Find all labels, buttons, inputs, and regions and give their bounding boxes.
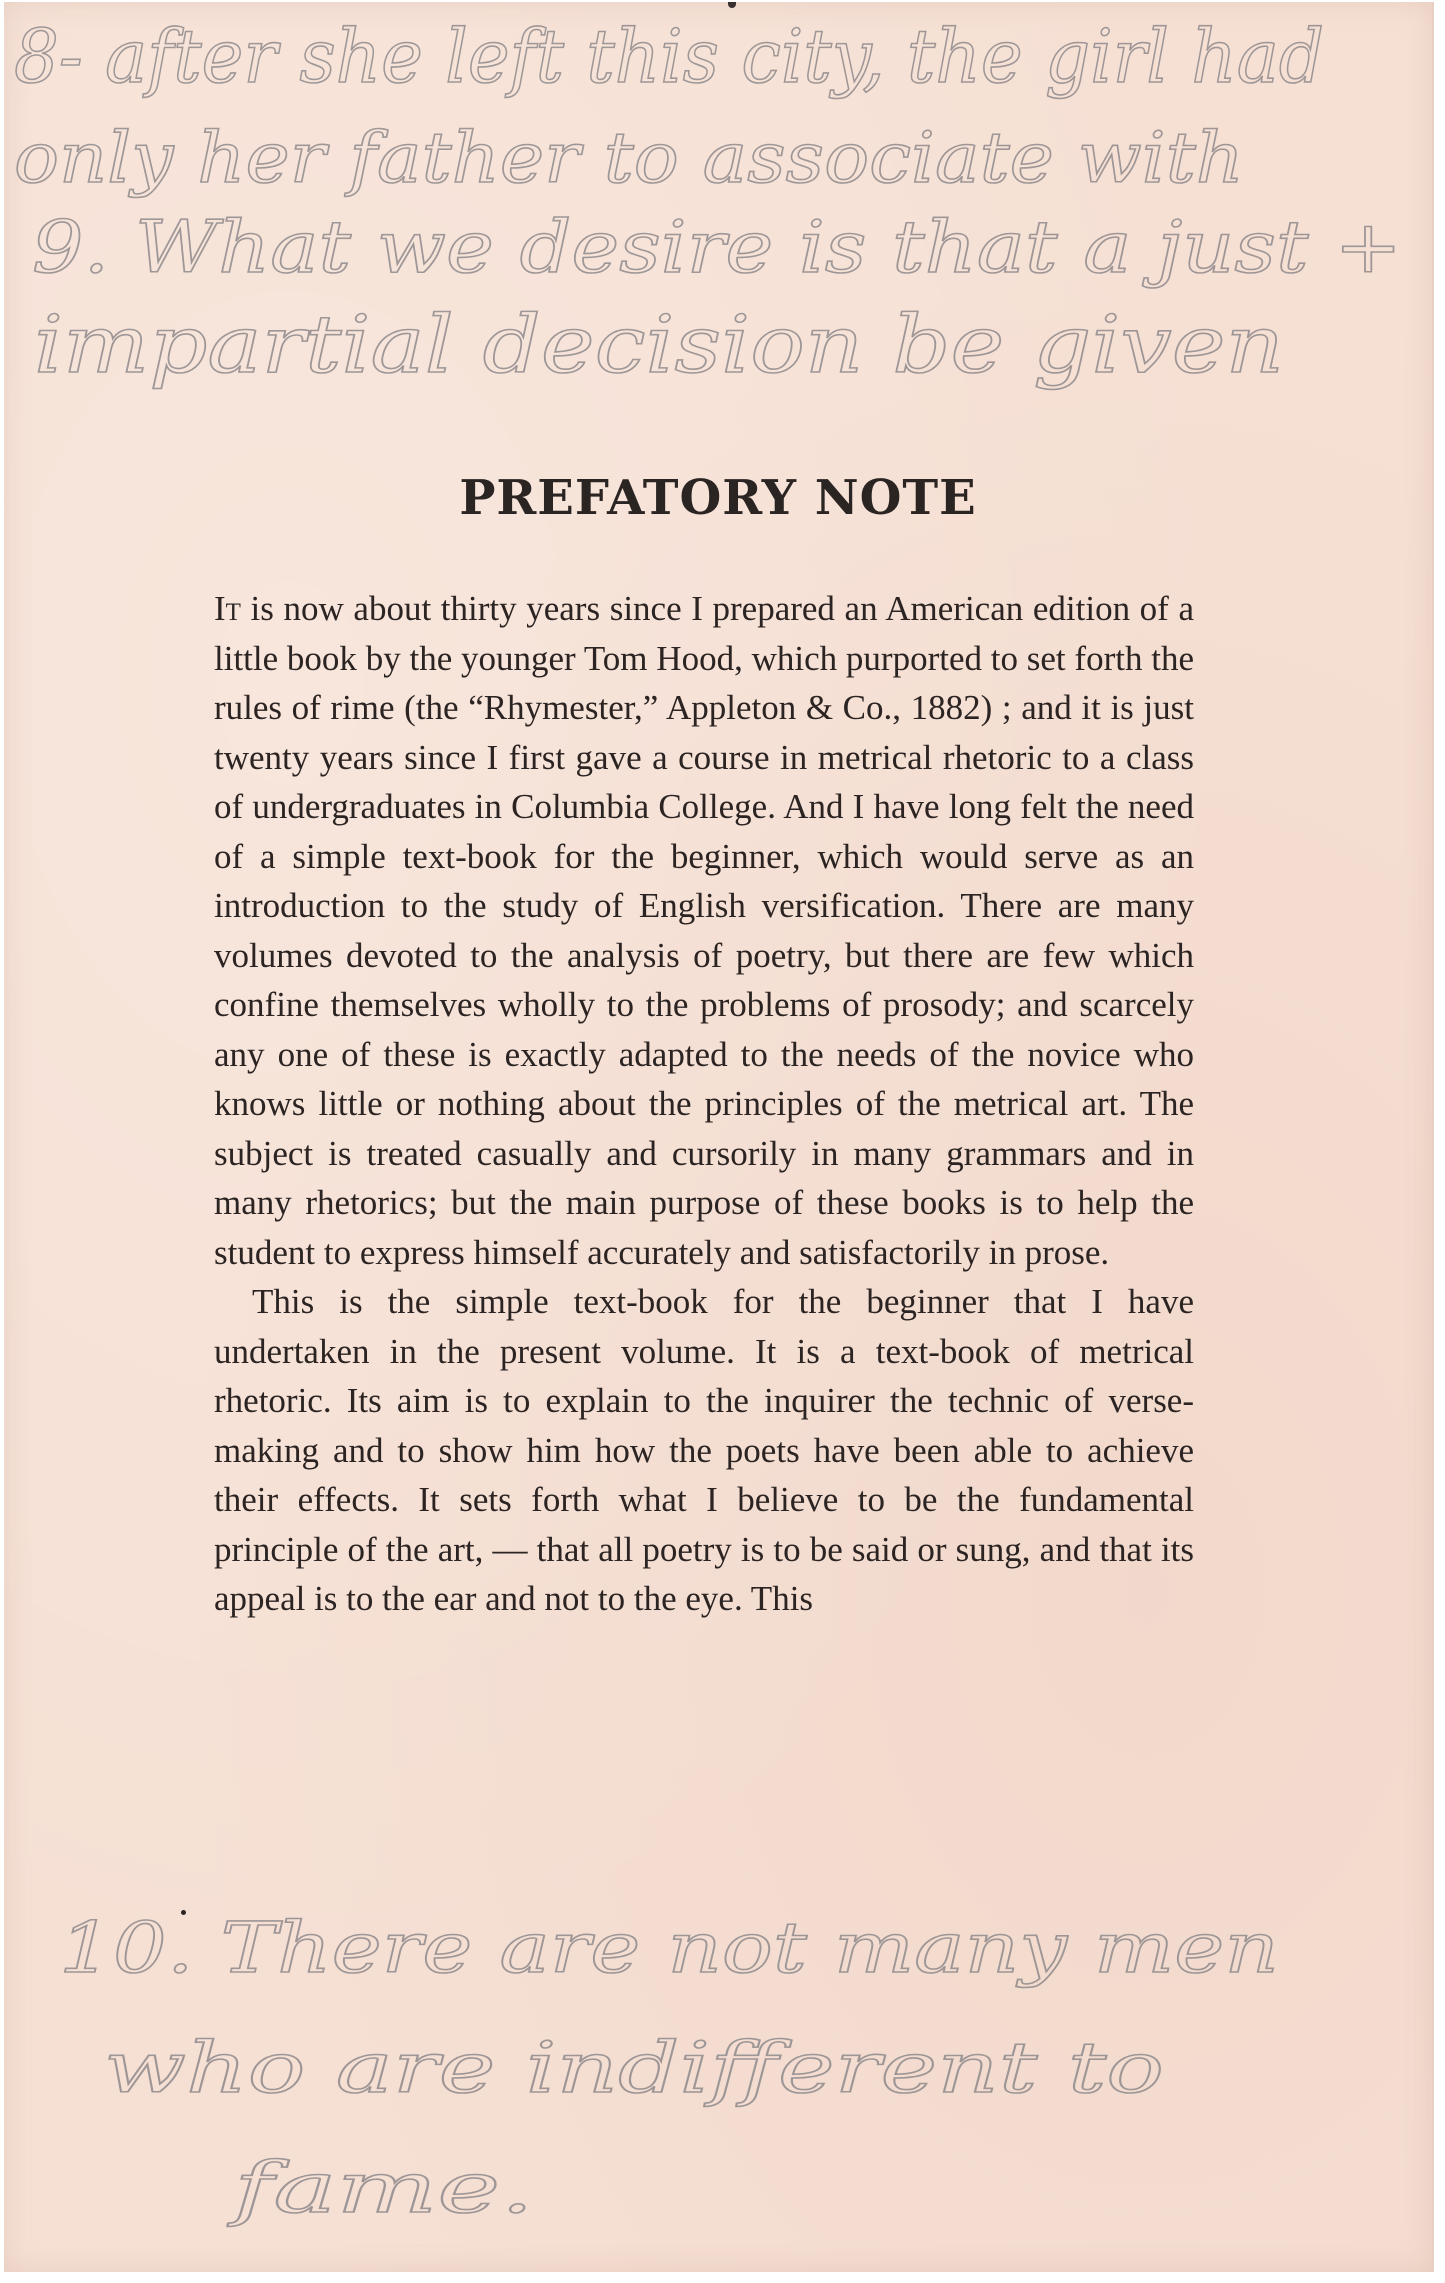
handwritten-line: fame.	[226, 2147, 534, 2229]
body-text	[214, 584, 1194, 1984]
page-title: PREFATORY NOTE	[459, 470, 977, 526]
paragraph-text: This is the simple text-book for the beginner that I have undertaken in the present volume. It is a text-book of metrical rhetoric. Its aim is to explain to the inquirer the technic of verse-making and to show him how the poets have been able to achieve their effects. It sets forth what I believe to be the fundamental principle of the art, — that all poetry is to be said or sung, and that its appeal is to the ear and not to the eye. This	[214, 1282, 1194, 1618]
paragraph-lead-word: It	[214, 589, 241, 628]
handwritten-line: impartial decision be given	[34, 298, 1284, 391]
handwritten-line: who are indifferent to	[104, 2027, 1164, 2109]
paragraph-text: is now about thirty years since I prepared an American edition of a little book by the younger Tom Hood, which purported to set forth the rules of rime (the “Rhymester,” Appleton & Co., 1882) ; and it is just twenty years since I first gave a course in metrical rhetoric to a class of undergraduates in Columbia College. And I have long felt the need of a simple text-book for the beginner, which would serve as an introduction to the study of English versification. There are many volumes devoted to the analysis of poetry, but there are few which confine themselves wholly to the problems of prosody; and scarcely any one of these is exactly adapted to the needs of the novice who knows little or nothing about the principles of the metrical art. The subject is treated casually and cursorily in many grammars and in many rhetorics; but the main purpose of these books is to help the student to express himself accurately and satisfactorily in prose.	[214, 589, 1194, 1272]
margin-dot	[181, 1910, 186, 1915]
handwritten-line: only her father to associate with	[14, 117, 1245, 199]
paragraph	[214, 1277, 1194, 1624]
book-page	[4, 2, 1434, 2272]
handwritten-line: 8- after she left this city, the girl had	[14, 14, 1324, 100]
paragraph	[214, 584, 1194, 1277]
handwritten-line: 9. What we desire is that a just +	[32, 205, 1402, 289]
handwritten-line: 10. There are not many men	[59, 1907, 1279, 1989]
binding-mark	[728, 2, 736, 8]
handwritten-notes-top	[4, 2, 1432, 462]
